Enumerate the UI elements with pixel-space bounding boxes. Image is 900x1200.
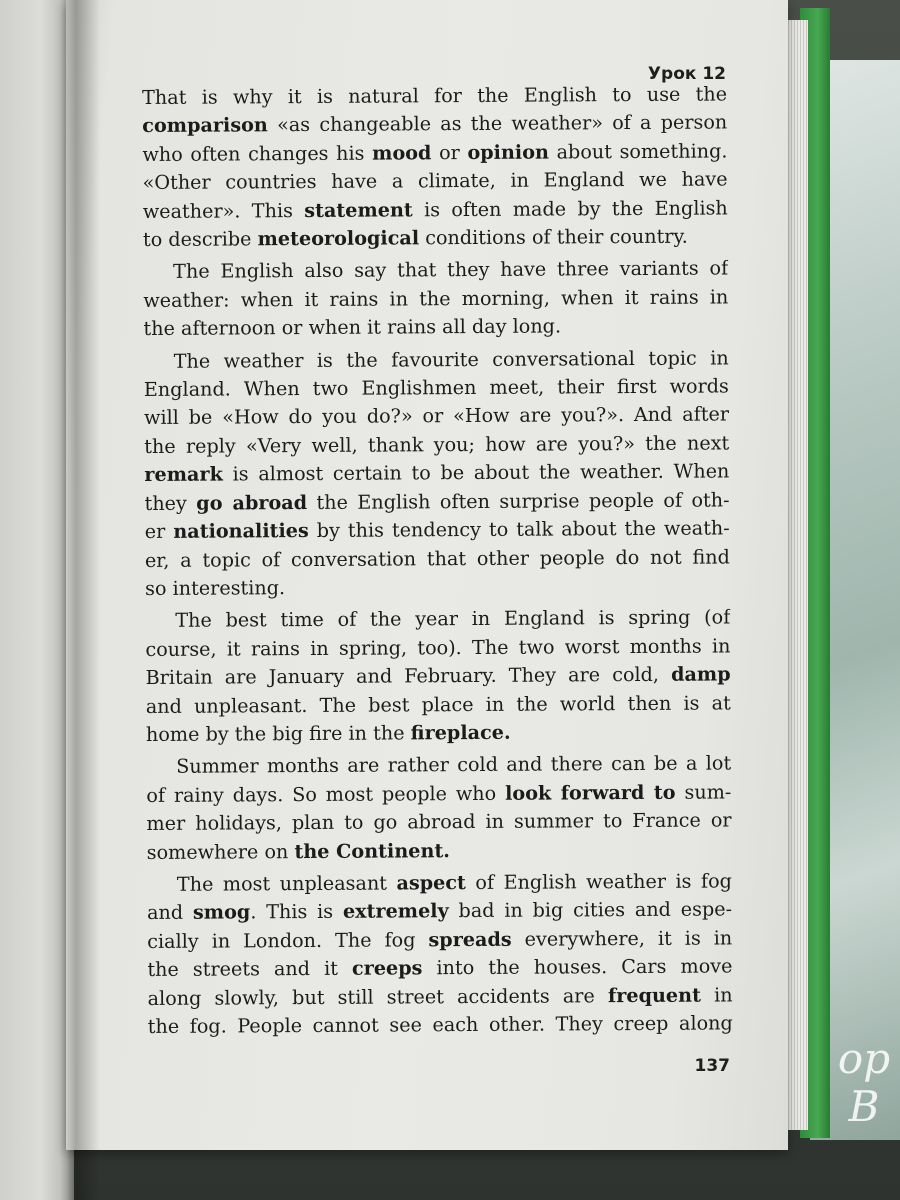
paragraph [144, 344, 731, 603]
vocabulary-term: go abroad [196, 490, 308, 515]
text-run: That is why it is natural for the English to use the [142, 82, 728, 109]
text-line [148, 981, 733, 1013]
vocabulary-term: smog [192, 900, 251, 925]
text-run: the streets and it [147, 956, 353, 982]
vocabulary-term: statement [304, 197, 413, 222]
vocabulary-term: remark [144, 462, 223, 487]
text-run: home by the big fire in the [145, 721, 411, 746]
text-run: the English often surprise people of oth- [307, 488, 730, 514]
text-run: the fog. People cannot see each other. They creep along [147, 1011, 733, 1038]
vocabulary-term: creeps [351, 956, 423, 980]
vocabulary-term: nationalities [173, 519, 309, 543]
paragraph [147, 867, 733, 1041]
text-line [147, 924, 732, 956]
text-run: conditions of their country. [418, 224, 688, 250]
text-line [146, 778, 731, 810]
paragraph [145, 604, 731, 750]
text-line [147, 953, 732, 985]
vocabulary-term: look forward to [505, 780, 676, 805]
gutter-shadow [60, 0, 100, 1200]
vocabulary-term: spreads [428, 927, 512, 952]
vocabulary-term: the Continent. [294, 838, 451, 863]
text-run: is almost certain to be about the weather. When [222, 459, 730, 486]
text-run: Summer months are rather cold and there can be a lot [176, 751, 732, 779]
text-run: who often changes his [142, 141, 373, 166]
text-run: so interesting. [145, 576, 286, 600]
text-line [146, 750, 731, 782]
vocabulary-term: aspect [396, 871, 466, 895]
text-line [142, 80, 727, 112]
text-run: . This is [250, 900, 343, 924]
text-run: or [431, 140, 468, 165]
text-line [147, 896, 732, 928]
running-head: Урок 12 [647, 64, 726, 84]
text-line [145, 632, 730, 664]
text-line [144, 372, 729, 404]
text-line [147, 835, 732, 867]
text-run: and unpleasant. The best place in the world then is at [145, 690, 731, 718]
text-line [144, 486, 729, 518]
vocabulary-term: damp [670, 662, 731, 686]
text-run: sum- [675, 780, 732, 804]
vocabulary-term: opinion [467, 140, 549, 164]
text-line [143, 312, 728, 344]
background-book-lettering: ор В [837, 1034, 891, 1131]
text-run: weather». This [142, 198, 305, 223]
text-run: The best time of the year in England is spring (of [175, 605, 731, 633]
text-line [143, 194, 728, 226]
body-text [142, 80, 733, 1045]
text-line [146, 689, 731, 721]
text-line [144, 458, 729, 490]
text-run: England. When two Englishmen meet, their first words [143, 374, 729, 402]
vocabulary-term: comparison [142, 113, 268, 138]
text-line [143, 283, 728, 315]
vocabulary-term: frequent [607, 983, 701, 1007]
text-run: by this tendency to talk about the weath- [308, 516, 730, 543]
text-line [146, 807, 731, 839]
text-line [143, 255, 728, 287]
text-line [142, 109, 727, 141]
text-run: is often made by the English [412, 196, 728, 221]
text-run: The most unpleasant [176, 871, 397, 896]
text-run: of rainy days. So most people who [146, 781, 506, 807]
text-run: to describe [142, 227, 258, 252]
text-run: The weather is the favourite conversational topic in [173, 346, 729, 373]
text-run: course, it rains in spring, too). The two worst months in [145, 634, 731, 661]
paragraph [146, 750, 732, 867]
text-run: will be «How do you do?» or «How are you?». And after [143, 402, 730, 430]
text-line [144, 344, 729, 376]
vocabulary-term: meteorological [257, 226, 420, 251]
text-line [146, 717, 731, 749]
text-run: Britain are January and February. They are cold, [145, 662, 672, 690]
text-line [145, 604, 730, 636]
text-run: The English also say that they have three variants of [173, 256, 729, 284]
text-run: of English weather is fog [465, 869, 732, 895]
vocabulary-term: fireplace. [410, 720, 511, 745]
text-line [142, 137, 727, 169]
text-line [145, 543, 730, 575]
text-line [145, 571, 730, 603]
text-run: cially in London. The fog [147, 928, 429, 953]
text-line [143, 222, 728, 254]
paragraph [142, 80, 728, 254]
text-run: into the houses. Cars move [422, 954, 733, 980]
text-line [144, 401, 729, 433]
paragraph [143, 255, 729, 344]
text-run: the afternoon or when it rains all day long. [143, 314, 562, 341]
text-run: «as changeable as the weather» of a person [267, 110, 728, 137]
text-line [144, 429, 729, 461]
text-run: and [146, 901, 194, 925]
text-run: they [144, 491, 197, 515]
text-run: er, a topic of conversation that other people do not find [144, 544, 730, 572]
text-run: somewhere on [146, 839, 295, 864]
vocabulary-term: extremely [342, 899, 449, 924]
text-line [145, 515, 730, 547]
text-run: mer holidays, plan to go abroad in summer to France or [146, 808, 732, 836]
book-page [66, 0, 788, 1150]
text-line [143, 166, 728, 198]
text-run: about something. [548, 139, 728, 164]
vocabulary-term: mood [372, 141, 432, 165]
text-line [147, 867, 732, 899]
text-run: er [144, 519, 174, 544]
text-run: in [700, 983, 733, 1007]
text-run: along slowly, but still street accidents are [147, 983, 609, 1010]
text-run: weather: when it rains in the morning, when it rains in [143, 285, 729, 312]
text-run: bad in big cities and espe- [448, 897, 733, 923]
page-number: 137 [694, 1056, 730, 1076]
text-run: everywhere, it is in [511, 926, 733, 951]
text-run: the reply «Very well, thank you; how are you?» the next [144, 431, 730, 458]
text-run: «Other countries have a climate, in England we have [142, 167, 728, 195]
text-line [148, 1009, 733, 1041]
text-line [146, 661, 731, 693]
